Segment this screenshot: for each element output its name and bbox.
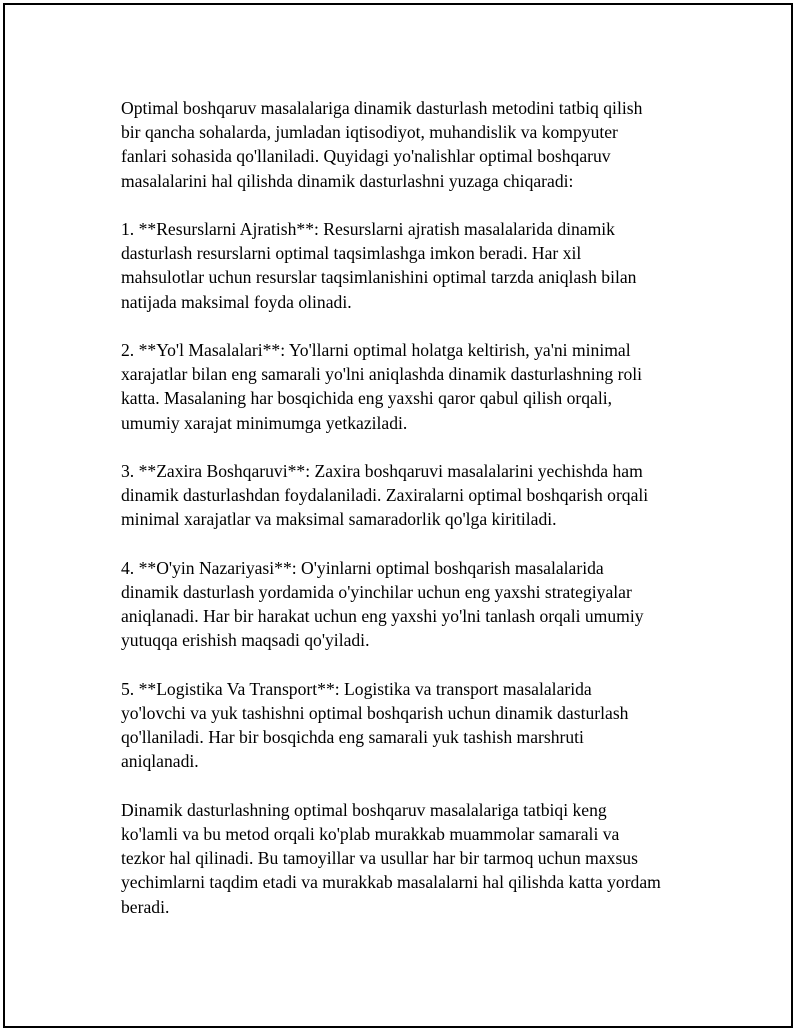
list-item-game-theory: 4. **O'yin Nazariyasi**: O'yinlarni optimal boshqarish masalalarida dinamik dasturlash yordamida o'yinchilar uchun eng yaxshi strategiyalar aniqlanadi. Har bir harakat uchun eng yaxshi yo'lni tanlash orqali umumiy yutuqqa erishish maqsadi qo'yiladi. (121, 557, 644, 651)
list-item-inventory-management: 3. **Zaxira Boshqaruvi**: Zaxira boshqaruvi masalalarini yechishda ham dinamik dasturlashdan foydalaniladi. Zaxiralarni optimal boshqarish orqali minimal xarajatlar va maksimal samaradorlik qo'lga kiritiladi. (121, 461, 649, 530)
list-item-path-problems: 2. **Yo'l Masalalari**: Yo'llarni optimal holatga keltirish, ya'ni minimal xarajatlar bilan eng samarali yo'lni aniqlashda dinamik dasturlashning roli katta. Masalaning har bosqichida eng yaxshi qaror qabul qilish orqali, umumiy xarajat minimumga yetkaziladi. (121, 340, 643, 433)
list-item-resource-allocation: 1. **Resurslarni Ajratish**: Resurslarni ajratish masalalarida dinamik dasturlash resurslarni optimal taqsimlashga imkon beradi. Har xil mahsulotlar uchun resurslar taqsimlanishini optimal tarzda aniqlash bilan natijada maksimal foyda olinadi. (121, 219, 637, 312)
document-page (3, 3, 793, 1028)
list-item-logistics-transport: 5. **Logistika Va Transport**: Logistika va transport masalalarida yo'lovchi va yuk tashishni optimal boshqarish uchun dinamik dasturlash qo'llaniladi. Har bir bosqichda eng samarali yuk tashish marshruti aniqlanadi. (121, 678, 629, 772)
conclusion-paragraph: Dinamik dasturlashning optimal boshqaruv masalalariga tatbiqi keng ko'lamli va bu metod orqali ko'plab murakkab muammolar samarali va tezkor hal qilinadi. Bu tamoyillar va usullar har bir tarmoq uchun maxsus yechimlarni taqdim etadi va murakkab masalalarni hal qilishda katta yordam beradi. (121, 799, 661, 917)
document-body (121, 96, 701, 943)
intro-paragraph: Optimal boshqaruv masalalariga dinamik dasturlash metodini tatbiq qilish bir qancha sohalarda, jumladan iqtisodiyot, muhandislik va kompyuter fanlari sohasida qo'llaniladi. Quyidagi yo'nalishlar optimal boshqaruv masalalarini hal qilishda dinamik dasturlashni yuzaga chiqaradi: (121, 98, 643, 191)
